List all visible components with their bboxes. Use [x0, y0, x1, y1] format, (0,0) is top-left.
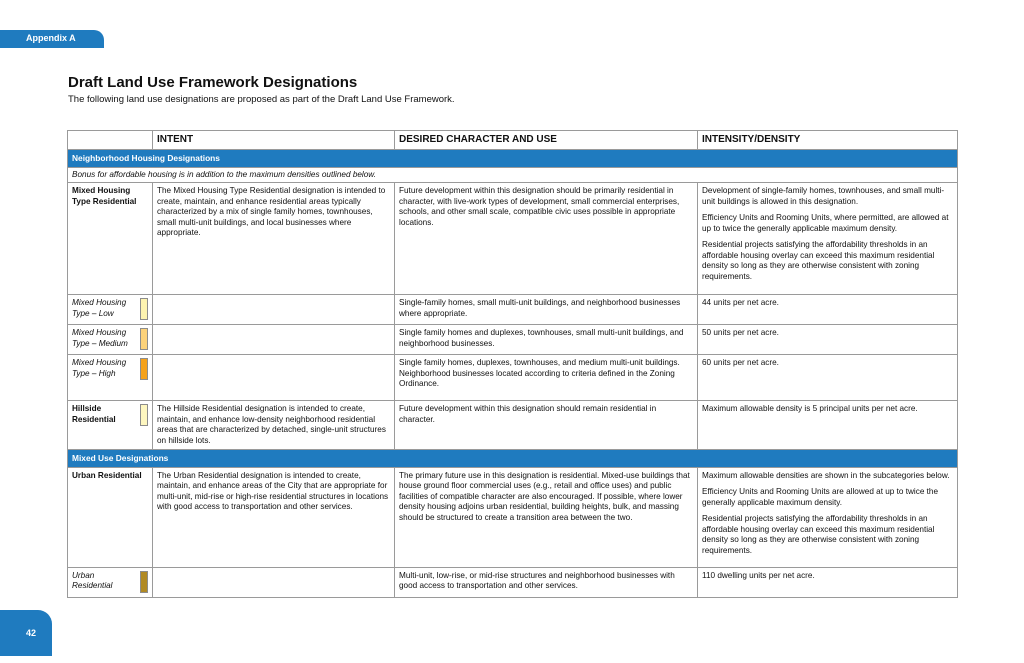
- intent-cell: [153, 325, 395, 355]
- intent-cell: [153, 567, 395, 597]
- designation-name: Hillside Residential: [72, 404, 116, 424]
- section-row-neighborhood-housing: [68, 149, 958, 167]
- table-row: [68, 295, 958, 325]
- density-paragraph: Residential projects satisfying the affordability thresholds in an affordable housing overlay can exceed this maximum residential density so long as they are otherwise consistent with zoning requirements.: [702, 240, 935, 281]
- table-row: [68, 183, 958, 295]
- density-cell: [698, 467, 958, 567]
- intent-cell: The Urban Residential designation is intended to create, maintain, and enhance areas of the City that are appropriate for multi-unit, mid-rise or high-rise residential structures in locations with good access to transportation and other services.: [153, 467, 395, 567]
- intent-cell: [153, 295, 395, 325]
- table-row: [68, 355, 958, 401]
- color-swatch-high: [140, 358, 148, 380]
- table-row: [68, 567, 958, 597]
- column-header-density: INTENSITY/DENSITY: [698, 131, 958, 150]
- designation-name: Urban Residential: [72, 570, 113, 591]
- color-swatch-medium: [140, 328, 148, 350]
- designation-cell: [68, 567, 153, 597]
- density-cell: 50 units per net acre.: [698, 325, 958, 355]
- page-number: 42: [26, 628, 37, 638]
- designation-cell: [68, 295, 153, 325]
- density-cell: 44 units per net acre.: [698, 295, 958, 325]
- character-cell: Future development within this designation should be primarily residential in character, with live-work types of development, small commercial enterprises, schools, and other small scale, compatible civic uses possible in appropriate locations.: [395, 183, 698, 295]
- column-header-intent: INTENT: [153, 131, 395, 150]
- intent-cell: The Hillside Residential designation is intended to create, maintain, and enhance low-density neighborhood residential areas that are characterized by detached, single-unit structures on hillside lots.: [153, 401, 395, 450]
- designation-name: Mixed Housing Type – High: [72, 358, 127, 378]
- table-header-row: [68, 131, 958, 150]
- designation-cell: [68, 355, 153, 401]
- color-swatch-low: [140, 298, 148, 320]
- note-row: [68, 167, 958, 183]
- section-label: Mixed Use Designations: [68, 450, 958, 468]
- density-paragraph: Maximum allowable densities are shown in the subcategories below.: [702, 470, 950, 480]
- table-row: [68, 401, 958, 450]
- affordable-bonus-note: Bonus for affordable housing is in addition to the maximum densities outlined below.: [68, 167, 958, 183]
- character-cell: Multi-unit, low-rise, or mid-rise structures and neighborhood businesses with good access to transportation and other services.: [395, 567, 698, 597]
- page-subtitle: The following land use designations are proposed as part of the Draft Land Use Framework.: [68, 94, 455, 105]
- color-swatch-hillside: [140, 404, 148, 426]
- character-cell: The primary future use in this designation is residential. Mixed-use buildings that house ground floor commercial uses (e.g., retail and office uses) and public facilities of compatible character are also encouraged. If possible, where lower density housing adjoins urban residential, building heights, bulk, and massing should be structured to create a transition area between the two.: [395, 467, 698, 567]
- table-row: [68, 325, 958, 355]
- density-cell: [698, 183, 958, 295]
- designation-cell: [68, 401, 153, 450]
- page-number-tab: [0, 610, 52, 656]
- density-cell: 110 dwelling units per net acre.: [698, 567, 958, 597]
- column-header-character: DESIRED CHARACTER AND USE: [395, 131, 698, 150]
- designation-name: Mixed Housing Type Residential: [68, 183, 153, 295]
- section-row-mixed-use: [68, 450, 958, 468]
- character-cell: Single family homes, duplexes, townhouses, and medium multi-unit buildings. Neighborhood businesses located according to criteria defined in the Zoning Ordinance.: [395, 355, 698, 401]
- designation-name: Urban Residential: [68, 467, 153, 567]
- density-paragraph: Residential projects satisfying the affordability thresholds in an affordable housing overlay can exceed this maximum residential density so long as they are otherwise consistent with zoning requirements.: [702, 514, 935, 555]
- density-paragraph: Efficiency Units and Rooming Units are allowed at up to twice the generally applicable maximum density.: [702, 487, 939, 507]
- density-cell: Maximum allowable density is 5 principal units per net acre.: [698, 401, 958, 450]
- designation-name: Mixed Housing Type – Medium: [72, 328, 128, 348]
- appendix-tab-label: Appendix A: [26, 33, 76, 43]
- appendix-tab: [0, 30, 104, 48]
- designation-cell: [68, 325, 153, 355]
- density-paragraph: Development of single-family homes, townhouses, and small multi-unit buildings is allowed in this designation.: [702, 186, 945, 206]
- character-cell: Single family homes and duplexes, townhouses, small multi-unit buildings, and neighborhood businesses.: [395, 325, 698, 355]
- density-paragraph: Efficiency Units and Rooming Units, where permitted, are allowed at up to twice the generally applicable maximum density.: [702, 213, 949, 233]
- section-label: Neighborhood Housing Designations: [68, 149, 958, 167]
- character-cell: Future development within this designation should remain residential in character.: [395, 401, 698, 450]
- designations-table: [67, 130, 958, 598]
- color-swatch-urban: [140, 571, 148, 593]
- character-cell: Single-family homes, small multi-unit buildings, and neighborhood businesses where appropriate.: [395, 295, 698, 325]
- designation-name: Mixed Housing Type – Low: [72, 298, 127, 318]
- page-title: Draft Land Use Framework Designations: [68, 74, 358, 91]
- table-row: [68, 467, 958, 567]
- intent-cell: [153, 355, 395, 401]
- density-cell: 60 units per net acre.: [698, 355, 958, 401]
- intent-cell: The Mixed Housing Type Residential designation is intended to create, maintain, and enhance residential areas typically characterized by a mix of single family homes, townhouses, small multi-unit buildings, and local businesses where appropriate.: [153, 183, 395, 295]
- column-header-name: [68, 131, 153, 150]
